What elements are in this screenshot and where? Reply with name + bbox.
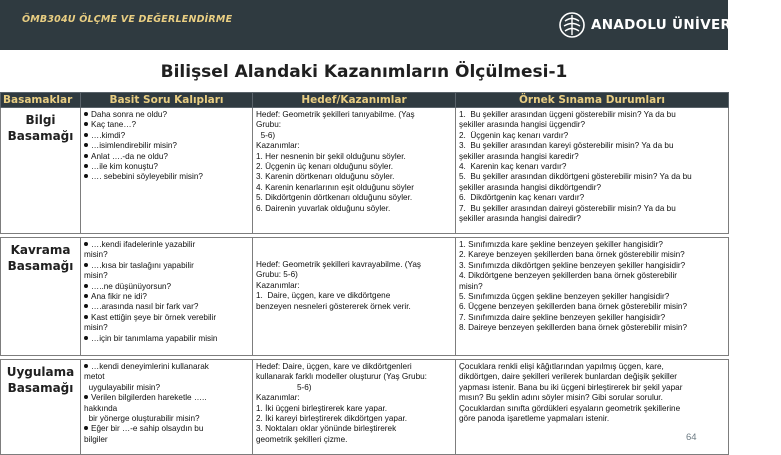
text-content: benzeyen nesneleri göstererek örnek verir. bbox=[256, 301, 411, 311]
text-line bbox=[459, 393, 725, 403]
bullet-icon bbox=[84, 154, 88, 158]
text-line bbox=[459, 261, 725, 271]
text-content: 5-6) bbox=[256, 382, 312, 392]
bullet-icon bbox=[84, 315, 88, 319]
text-content: 8. Daireye benzeyen şekillerden bana örnek gösterebilir misin? bbox=[459, 323, 688, 333]
text-line bbox=[84, 383, 249, 393]
text-line bbox=[4, 242, 77, 258]
text-line bbox=[459, 120, 725, 130]
text-content: Hedef: Geometrik şekilleri tanıyabilme. (Yaş bbox=[256, 110, 415, 119]
text-line bbox=[256, 172, 452, 182]
text-content: 7. Sınıfımızda daire şekline benzeyen şekiller hangisidir? bbox=[459, 312, 666, 322]
text-line bbox=[256, 414, 452, 424]
text-line bbox=[84, 131, 249, 141]
text-content: misin? bbox=[84, 323, 108, 333]
text-line bbox=[256, 362, 452, 372]
text-content: …kendi deneyimlerini kullanarak bbox=[91, 362, 209, 371]
text-line bbox=[459, 183, 725, 193]
text-line bbox=[256, 120, 452, 130]
text-line bbox=[459, 250, 725, 260]
text-content: 1. Her nesnenin bir şekil olduğunu söyler. bbox=[256, 151, 406, 161]
text-line bbox=[256, 281, 452, 291]
text-content: Kast ettiğin şeye bir örnek verebilir bbox=[91, 312, 217, 322]
text-line bbox=[256, 270, 452, 280]
text-content: Kaç tane…? bbox=[91, 120, 137, 130]
text-content: Daha sonra ne oldu? bbox=[91, 110, 168, 119]
table-row bbox=[1, 238, 729, 356]
text-line bbox=[256, 183, 452, 193]
text-line bbox=[459, 323, 725, 333]
bullet-icon bbox=[84, 112, 88, 116]
text-line bbox=[256, 291, 452, 301]
column-header: Basit Soru Kalıpları bbox=[81, 93, 253, 108]
text-line bbox=[459, 362, 725, 372]
level-cell bbox=[1, 360, 81, 455]
text-content: Grubu: bbox=[256, 120, 282, 130]
text-line bbox=[84, 362, 249, 372]
text-content: 2. Üçgenin üç kenarı olduğunu söyler. bbox=[256, 162, 394, 172]
text-line bbox=[84, 110, 249, 120]
text-content: 1. İki üçgeni birleştirerek kare yapar. bbox=[256, 403, 388, 413]
text-content: 4. Karenin kenarlarının eşit olduğunu söyler bbox=[256, 182, 414, 192]
text-line bbox=[459, 152, 725, 162]
text-content: şekiller arasında hangisi karedir? bbox=[459, 151, 579, 161]
text-line bbox=[4, 128, 77, 144]
text-line bbox=[84, 292, 249, 302]
text-line bbox=[256, 204, 452, 214]
text-content: 1. Bu şekiller arasından üçgeni gösterebilir misin? Ya da bu bbox=[459, 110, 676, 119]
page-number: 64 bbox=[686, 432, 697, 443]
text-content: mısın? Bu şeklin adını söyler misin? Gibi sorular sorulur. bbox=[459, 393, 663, 403]
text-content: şekiller arasında hangisi dairedir? bbox=[459, 214, 581, 224]
text-content: Basamağı bbox=[7, 381, 74, 395]
text-content: hakkında bbox=[84, 403, 118, 413]
text-content: Çocuklardan sınıfta gördükleri eşyaların geometrik şekillerine bbox=[459, 403, 681, 413]
text-content: uygulayabilir misin? bbox=[84, 382, 161, 392]
text-line bbox=[459, 383, 725, 393]
text-content: 4. Karenin kaç kenarı vardır? bbox=[459, 162, 567, 172]
text-content: kullanarak farklı modeller oluşturur (Yaş Grubu: bbox=[256, 372, 427, 382]
objectives-cell bbox=[253, 108, 456, 234]
text-content: ….kısa bir taslağını yapabilir bbox=[91, 260, 194, 270]
table-header-row bbox=[1, 93, 729, 108]
text-content: metot bbox=[84, 372, 105, 382]
table-row bbox=[1, 360, 729, 455]
bullet-icon bbox=[84, 242, 88, 246]
bullet-icon bbox=[84, 364, 88, 368]
text-content: …için bir tanımlama yapabilir misin bbox=[91, 333, 218, 343]
text-line bbox=[84, 372, 249, 382]
text-line bbox=[256, 372, 452, 382]
text-line bbox=[84, 313, 249, 323]
text-content: 5. Sınıfımızda üçgen şekline benzeyen şekiller hangisidir? bbox=[459, 292, 670, 302]
text-line bbox=[459, 404, 725, 414]
text-line bbox=[4, 380, 77, 396]
text-line bbox=[84, 334, 249, 344]
text-content: Uygulama bbox=[6, 365, 75, 379]
text-content: 6. Dairenin yuvarlak olduğunu söyler. bbox=[256, 203, 391, 213]
text-content: 4. Dikdörtgene benzeyen şekillerden bana örnek gösterebilir bbox=[459, 271, 678, 281]
logo-text: ANADOLU ÜNİVERSİTESİ bbox=[591, 17, 781, 33]
text-line bbox=[459, 414, 725, 424]
text-content: 5-6) bbox=[256, 130, 276, 140]
text-line bbox=[4, 258, 77, 274]
text-content: misin? bbox=[459, 281, 483, 291]
text-content: şekiller arasında hangisi dikdörtgendir? bbox=[459, 182, 601, 192]
text-content: 3. Sınıfımızda dikdörtgen şekline benzeyen şekiller hangisidir? bbox=[459, 260, 686, 270]
text-content: bilgiler bbox=[84, 434, 108, 444]
text-line bbox=[459, 282, 725, 292]
text-content: 6. Dikdörtgenin kaç kenarı vardır? bbox=[459, 193, 585, 203]
text-content: 1. Sınıfımızda kare şekline benzeyen şekiller hangisidir? bbox=[459, 240, 663, 249]
examples-cell bbox=[456, 238, 729, 356]
text-line bbox=[459, 372, 725, 382]
text-line bbox=[256, 302, 452, 312]
text-line bbox=[256, 393, 452, 403]
column-header: Örnek Sınama Durumları bbox=[456, 93, 729, 108]
text-content: Çocuklara renkli elişi kâğıtlarından yapılmış üçgen, kare, bbox=[459, 362, 664, 371]
text-content: …isimlendirebilir misin? bbox=[91, 141, 177, 151]
bullet-icon bbox=[84, 294, 88, 298]
text-content: ….kendi ifadelerinle yazabilir bbox=[91, 240, 196, 249]
text-line bbox=[84, 120, 249, 130]
text-line bbox=[256, 435, 452, 445]
text-line bbox=[256, 162, 452, 172]
text-line bbox=[459, 110, 725, 120]
text-content: Kazanımlar: bbox=[256, 280, 300, 290]
text-content: 3. Bu şekiller arasından kareyi gösterebilir misin? Ya da bu bbox=[459, 141, 674, 151]
text-content: Ana fikir ne idi? bbox=[91, 292, 147, 302]
bullet-icon bbox=[84, 143, 88, 147]
text-content: ….kimdi? bbox=[91, 130, 126, 140]
text-line bbox=[4, 364, 77, 380]
examples-cell bbox=[456, 108, 729, 234]
text-line bbox=[256, 141, 452, 151]
text-line bbox=[84, 271, 249, 281]
text-content: 6. Üçgene benzeyen şekillerden bana örnek gösterebilir misin? bbox=[459, 302, 688, 312]
text-content: …ile kim konuştu? bbox=[91, 162, 158, 172]
patterns-cell bbox=[81, 238, 253, 356]
text-content: 5. Dikdörtgenin dörtkenarı olduğunu söyler. bbox=[256, 193, 413, 203]
text-content: Basamağı bbox=[7, 129, 74, 143]
slide-title: Bilişsel Alandaki Kazanımların Ölçülmesi-1 bbox=[160, 62, 568, 82]
text-line bbox=[459, 172, 725, 182]
text-line bbox=[84, 302, 249, 312]
text-content: …..ne düşünüyorsun? bbox=[91, 281, 172, 291]
text-line bbox=[459, 292, 725, 302]
text-line bbox=[84, 152, 249, 162]
text-content: Kavrama bbox=[10, 243, 71, 257]
patterns-cell bbox=[81, 108, 253, 234]
text-line bbox=[256, 260, 452, 270]
text-line bbox=[84, 404, 249, 414]
level-cell bbox=[1, 238, 81, 356]
text-line bbox=[84, 240, 249, 250]
text-content: misin? bbox=[84, 271, 108, 281]
text-line bbox=[256, 424, 452, 434]
bullet-icon bbox=[84, 395, 88, 399]
bullet-icon bbox=[84, 122, 88, 126]
bullet-icon bbox=[84, 304, 88, 308]
text-line bbox=[459, 131, 725, 141]
university-logo bbox=[549, 8, 781, 42]
text-content: 7. Bu şekiller arasından daireyi gösterebilir misin? Ya da bu bbox=[459, 203, 676, 213]
text-line bbox=[459, 302, 725, 312]
text-line bbox=[256, 131, 452, 141]
text-line bbox=[256, 383, 452, 393]
text-line bbox=[4, 112, 77, 128]
text-line bbox=[84, 250, 249, 260]
text-content: dikdörtgen, daire şekilleri verilerek bunlardan değişik şekiller bbox=[459, 372, 677, 382]
text-line bbox=[84, 261, 249, 271]
text-content: 3. Karenin dörtkenarı olduğunu söyler. bbox=[256, 172, 395, 182]
bullet-icon bbox=[84, 336, 88, 340]
text-line bbox=[84, 172, 249, 182]
text-content: misin? bbox=[84, 250, 108, 260]
text-content: bir yönerge oluşturabilir misin? bbox=[84, 414, 200, 424]
text-content: Anlat ….-da ne oldu? bbox=[91, 151, 168, 161]
bullet-icon bbox=[84, 174, 88, 178]
text-content: 2. İki kareyi birleştirerek dikdörtgen yapar. bbox=[256, 414, 408, 424]
text-line bbox=[459, 313, 725, 323]
bullet-icon bbox=[84, 133, 88, 137]
text-line bbox=[459, 240, 725, 250]
text-line bbox=[459, 141, 725, 151]
text-line bbox=[84, 424, 249, 434]
text-line bbox=[84, 141, 249, 151]
level-cell bbox=[1, 108, 81, 234]
text-line bbox=[84, 414, 249, 424]
text-content: 3. Noktaları oklar yönünde birleştirerek bbox=[256, 424, 397, 434]
anadolu-university-emblem-icon bbox=[559, 12, 585, 38]
text-line bbox=[459, 193, 725, 203]
text-content: Kazanımlar: bbox=[256, 393, 300, 403]
text-line bbox=[256, 110, 452, 120]
text-content: Kazanımlar: bbox=[256, 141, 300, 151]
text-content: göre panoda işaretleme yapmaları istenir. bbox=[459, 414, 610, 424]
text-line bbox=[84, 393, 249, 403]
bullet-icon bbox=[84, 426, 88, 430]
text-content: şekiller arasında hangisi üçgendir? bbox=[459, 120, 586, 130]
table-row bbox=[1, 108, 729, 234]
text-line bbox=[84, 282, 249, 292]
text-content: yapması istenir. Bana bu iki üçgeni birleştirerek bir şekil yapar bbox=[459, 382, 683, 392]
column-header: Hedef/Kazanımlar bbox=[253, 93, 456, 108]
objectives-cell bbox=[253, 360, 456, 455]
text-content: Grubu: 5-6) bbox=[256, 270, 298, 280]
bullet-icon bbox=[84, 263, 88, 267]
bullet-icon bbox=[84, 284, 88, 288]
text-line bbox=[84, 435, 249, 445]
outcomes-table bbox=[0, 92, 729, 455]
text-content: Hedef: Daire, üçgen, kare ve dikdörtgenleri bbox=[256, 362, 412, 371]
text-line bbox=[459, 204, 725, 214]
header-bar bbox=[0, 0, 781, 50]
text-line bbox=[459, 271, 725, 281]
text-line bbox=[459, 162, 725, 172]
text-content: Hedef: Geometrik şekilleri kavrayabilme. (Yaş bbox=[256, 260, 422, 269]
text-content: ….arasında nasıl bir fark var? bbox=[91, 302, 199, 312]
bullet-icon bbox=[84, 164, 88, 168]
text-line bbox=[256, 404, 452, 414]
course-label: ÖMB304U ÖLÇME VE DEĞERLENDİRME bbox=[22, 14, 233, 25]
text-line bbox=[256, 152, 452, 162]
objectives-cell bbox=[253, 238, 456, 356]
text-content: 1. Daire, üçgen, kare ve dikdörtgene bbox=[256, 291, 391, 301]
text-content: geometrik şekilleri çizme. bbox=[256, 434, 348, 444]
text-content: Eğer bir …-e sahip olsaydın bu bbox=[91, 424, 204, 434]
text-content: 5. Bu şekiller arasından dikdörtgeni gösterebilir misin? Ya da bu bbox=[459, 172, 692, 182]
text-content: Bilgi bbox=[25, 113, 56, 127]
text-content: 2. Üçgenin kaç kenarı vardır? bbox=[459, 130, 569, 140]
text-line bbox=[256, 193, 452, 203]
text-content: 2. Kareye benzeyen şekillerden bana örnek gösterebilir misin? bbox=[459, 250, 685, 260]
text-line bbox=[84, 323, 249, 333]
column-header: Basamaklar bbox=[1, 93, 81, 108]
text-content: …. sebebini söyleyebilir misin? bbox=[91, 172, 203, 182]
text-line bbox=[459, 214, 725, 224]
text-content: Basamağı bbox=[7, 259, 74, 273]
patterns-cell bbox=[81, 360, 253, 455]
text-line bbox=[84, 162, 249, 172]
text-content: Verilen bilgilerden hareketle ….. bbox=[91, 393, 207, 403]
